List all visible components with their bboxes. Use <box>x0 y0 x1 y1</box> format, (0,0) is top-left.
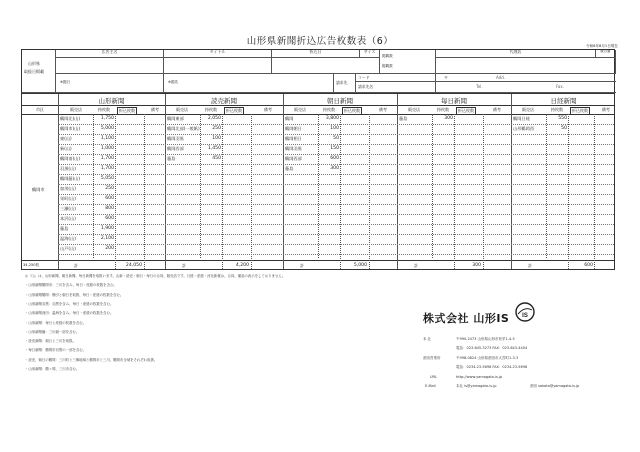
company-name: 株式会社 山形IS <box>423 312 510 325</box>
yamagata-store-count: 1,900 <box>100 226 114 231</box>
requester-name-label: 請求先名 <box>358 84 374 89</box>
nikkei-note-header: 備考 <box>602 107 610 112</box>
header-form <box>21 49 615 93</box>
title-label: タイトル <box>164 50 272 58</box>
size-sub-1: 掲載数 <box>382 54 393 58</box>
note-line: ・山形新聞西田：温海を含み、毎日・産経の枚数を含む。 <box>25 311 114 316</box>
yamagata-store-count: 5,050 <box>100 176 114 181</box>
client-label: 山形県 <box>28 61 40 66</box>
insert-day-2-label: ※掲先 <box>168 80 179 84</box>
agency-sub: 統合番 <box>596 50 616 58</box>
note-line: ◎「山」は、山形新聞、朝日新聞、毎日新聞を取扱います。山新・読売・朝日・毎日の合同、販売店です。日経・産経・河北新報は、合同。備品の表示をしておりません。 <box>25 274 286 278</box>
postal-mark: 〒 <box>444 75 448 80</box>
asahi-store-count: 300 <box>330 166 339 171</box>
asahi-store-count: 3,800 <box>325 116 339 121</box>
branch-addr: 〒998-0824 山形県酒田市大宮町1-3-3 <box>456 356 519 360</box>
mainichi-store-count: 300 <box>444 116 453 121</box>
asahi-store-count: 600 <box>330 156 339 161</box>
yomiuri-store-name: 鶴岡北部(一般紙) <box>167 126 200 131</box>
yomiuri-total-label: 計 <box>182 263 187 268</box>
address-box[interactable] <box>436 74 616 82</box>
yamagata-store-count: 1,750 <box>100 116 114 121</box>
nikkei-store-name: 山形鶴岡西 <box>513 126 534 131</box>
yamagata-store-name: 鶴岡市(山) <box>60 126 81 131</box>
yamagata-store-name: 新(山) <box>60 146 72 151</box>
yomiuri-store-header: 販売店 <box>176 107 188 112</box>
note-line: ・山形新聞羽黒：羽黒を含み、毎日・産経の枚数を含む。 <box>25 301 114 306</box>
phone-box[interactable] <box>436 82 616 93</box>
paper-title-yamagata: 山形新聞 <box>98 97 125 105</box>
requester-label: 請求先 <box>336 80 348 85</box>
yomiuri-store-name: 鶴岡西部 <box>167 146 184 151</box>
yamagata-store-count: 5,000 <box>100 126 114 131</box>
area-name: 鶴岡市 <box>32 187 45 192</box>
tel: 電話：023-645-3273 FAX：023-643-4404 <box>456 346 528 350</box>
nikkei-total-label: 計 <box>528 263 533 268</box>
advertiser-label: 広告主名 <box>56 50 164 58</box>
asahi-note-header: 備考 <box>379 107 387 112</box>
paper-title-nikkei: 日経新聞 <box>550 97 577 105</box>
url-link[interactable]: http://www.yamagata-is.jp <box>456 375 503 379</box>
asahi-store-name: 鶴岡羽黒 <box>285 146 302 151</box>
paper-title-asahi: 朝日新聞 <box>327 97 353 105</box>
yomiuri-store-count: 1,450 <box>207 146 221 151</box>
code-box[interactable] <box>356 74 436 82</box>
address-label: Add. <box>496 75 506 80</box>
addr-label: 本 社 <box>423 337 432 341</box>
yamagata-store-name: 藤島 <box>60 226 69 231</box>
yomiuri-count-header: 持枚数 <box>205 107 217 112</box>
yomiuri-store-name: 藤島 <box>167 156 176 161</box>
mainichi-count-header: 持枚数 <box>437 107 449 112</box>
branch-label: 酒田営業所 <box>423 356 441 360</box>
yamagata-store-name: 鶴岡北(山) <box>60 116 81 121</box>
yamagata-note-header: 備考 <box>151 107 159 112</box>
yomiuri-store-count: 250 <box>212 126 221 131</box>
note-line: ・山形新聞：毎日と産経の枚数を含む。 <box>25 320 87 325</box>
advertiser-field[interactable] <box>56 58 164 74</box>
client-label-2: 取扱日掲載 <box>24 69 44 74</box>
note-line: ・読売、朝日の鶴岡：三川町と三郷地域と鶴岡市と三川、鶴岡市全域をそれぞれ取扱。 <box>25 357 158 362</box>
asahi-store-header: 販売店 <box>294 107 306 112</box>
mail-branch[interactable]: 酒田 sakata@yamagata-is.jp <box>530 384 580 388</box>
asahi-total: 5,000 <box>353 263 367 268</box>
yamagata-total-label: 計 <box>74 263 79 268</box>
asahi-total-label: 計 <box>300 263 305 268</box>
company-logo-icon <box>513 300 537 324</box>
date-stamp: 令和6年8月1日現在 <box>585 44 618 48</box>
asahi-insert-header: 折込枚数 <box>344 108 360 113</box>
insert-day-1 <box>56 74 164 93</box>
yamagata-store-header: 販売店 <box>70 107 82 112</box>
yomiuri-store-name: 鶴岡羽黒 <box>167 136 184 141</box>
addr: 〒990-2473 山形県山形市松栄1-4-5 <box>456 337 515 341</box>
client-box <box>22 50 56 93</box>
yamagata-store-name: 栄町(山) <box>60 196 76 201</box>
mainichi-insert-header: 折込枚数 <box>458 108 474 113</box>
note-line: ・山形新聞鶴岡：櫛引と朝日を取扱、毎日・産経の枚数を含む。 <box>25 292 124 297</box>
nikkei-store-header: 販売店 <box>522 107 534 112</box>
yomiuri-total: 4,200 <box>235 263 249 268</box>
yamagata-store-count: 1,700 <box>100 156 114 161</box>
tel-label: Tel. <box>476 84 483 89</box>
yamagata-store-name: 鶴岡藤(山) <box>60 176 81 181</box>
insert-day-1-label: ※掲日 <box>60 80 71 84</box>
title-field[interactable] <box>164 58 272 74</box>
area-total-code: 34,250枚 <box>23 263 40 267</box>
asahi-store-name: 鶴岡 <box>285 116 294 121</box>
nikkei-count-header: 持枚数 <box>551 107 563 112</box>
asahi-count-header: 持枚数 <box>323 107 335 112</box>
asahi-store-count: 100 <box>330 126 339 131</box>
mainichi-total: 300 <box>472 263 481 268</box>
size-box <box>380 50 436 74</box>
size-label: サイズ <box>360 50 380 58</box>
insert-date-label: 折込日 <box>272 50 360 58</box>
yamagata-store-name: 温海(山) <box>60 236 76 241</box>
insert-day-2 <box>164 74 334 93</box>
insert-date-field[interactable] <box>272 58 380 74</box>
logo-text: IS <box>522 313 528 319</box>
yamagata-store-count: 600 <box>105 196 114 201</box>
nikkei-store-count: 50 <box>561 126 567 131</box>
yamagata-store-name: 鶴岡南(山) <box>60 156 81 161</box>
asahi-store-name: 鶴岡相日 <box>285 136 302 141</box>
yomiuri-note-header: 備考 <box>264 107 272 112</box>
note-line: ・山形新聞鶴岡市：三川を含み、毎日・産経の枚数を含む。 <box>25 283 117 288</box>
mail-main[interactable]: 本社 is@yamagata-is.jp <box>456 384 497 388</box>
yamagata-store-count: 250 <box>105 186 114 191</box>
area-col-header: 市区 <box>36 107 44 112</box>
yomiuri-store-count: 450 <box>212 156 221 161</box>
note-line: ・読売新聞：朝日と三川を取扱。 <box>25 339 76 344</box>
size-sub-2: 掲載数 <box>382 64 393 68</box>
yamagata-store-count: 600 <box>105 216 114 221</box>
asahi-store-name: 鶴岡朝日 <box>285 126 302 131</box>
fax-label: Fax. <box>556 84 565 89</box>
yomiuri-store-count: 2,050 <box>207 116 221 121</box>
page-title: 山形県新聞折込広告枚数表（6） <box>246 36 394 47</box>
yamagata-store-count: 200 <box>105 246 114 251</box>
yamagata-total: 24,050 <box>125 263 142 268</box>
note-line: ・毎日新聞：鶴岡市羽黒の一部を含む。 <box>25 348 87 353</box>
yamagata-store-name: 三瀬(山) <box>60 206 76 211</box>
agency-field[interactable] <box>436 58 616 74</box>
yamagata-store-name: 加茂(山) <box>60 186 76 191</box>
mail-label: E-Mail <box>425 384 436 388</box>
yomiuri-store-count: 100 <box>212 136 221 141</box>
code-label: コード <box>358 75 370 80</box>
mainichi-note-header: 備考 <box>493 107 501 112</box>
nikkei-insert-header: 折込枚数 <box>572 108 588 113</box>
yomiuri-insert-header: 折込枚数 <box>226 108 242 113</box>
agency-label: 代理店 <box>436 50 596 58</box>
asahi-store-name: 藤島 <box>285 166 294 171</box>
note-line: ・山形新聞：鶴ヶ岡、三川市含む。 <box>25 367 80 371</box>
branch-tel: 電話：0234-23-5698 FAX：0234-23-5698 <box>456 365 528 369</box>
yamagata-store-name: 羽黒(山) <box>60 166 76 171</box>
requester-name-box[interactable] <box>356 82 436 93</box>
asahi-store-name: 鶴岡西部 <box>285 156 302 161</box>
yomiuri-store-name: 鶴岡東部 <box>167 116 184 121</box>
mainichi-store-name: 藤島 <box>399 116 408 121</box>
yamagata-insert-header: 折込枚数 <box>119 108 135 113</box>
url-label: URL <box>430 375 437 379</box>
yamagata-store-count: 1,100 <box>100 136 114 141</box>
yamagata-store-count: 800 <box>105 206 114 211</box>
nikkei-store-count: 550 <box>558 116 567 121</box>
yamagata-store-name: 山戸(山) <box>60 246 76 251</box>
yamagata-store-name: 本沢(山) <box>60 216 76 221</box>
nikkei-total: 600 <box>584 263 593 268</box>
asahi-store-count: 50 <box>333 136 339 141</box>
yamagata-store-name: 東(山) <box>60 136 72 141</box>
note-line: ・山形新聞藤：三川朝一部を含む。 <box>25 329 80 334</box>
distribution-table <box>21 93 615 270</box>
paper-title-mainichi: 毎日新聞 <box>441 97 467 105</box>
yamagata-store-count: 2,100 <box>100 236 114 241</box>
yamagata-count-header: 持枚数 <box>98 107 110 112</box>
mainichi-store-header: 販売店 <box>408 107 420 112</box>
yamagata-store-count: 1,700 <box>100 166 114 171</box>
mainichi-total-label: 計 <box>414 263 419 268</box>
nikkei-store-name: 鶴岡日経 <box>513 116 530 121</box>
paper-title-yomiuri: 読売新聞 <box>211 97 237 105</box>
requester-box <box>334 74 356 93</box>
yamagata-store-count: 1,000 <box>100 146 114 151</box>
asahi-store-count: 150 <box>330 146 339 151</box>
